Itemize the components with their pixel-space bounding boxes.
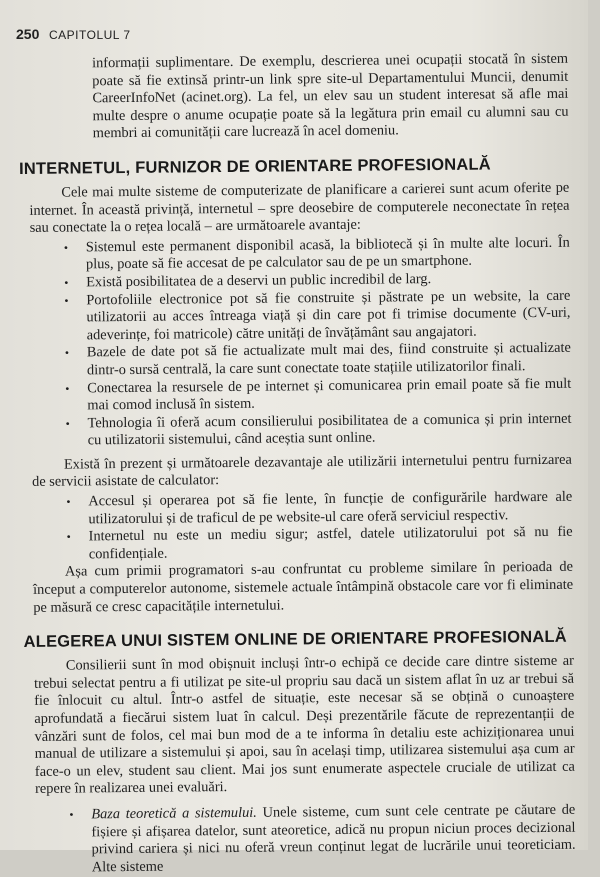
section1-paragraph-3: Așa cum primii programatori s-au confruntat cu probleme similare în perioada de început a computerelor autonome, sistemele actuale întâmpină obstacole care vor fi eliminate pe măsură ce cresc capacitățile internetului.	[33, 559, 574, 616]
section2-paragraph-1: Consilierii sunt în mod obișnuit incluși într-o echipă ce decide care dintre sisteme ar trebui selectat pentru a fi utilizat pe site-ul propriu sau dacă un sistem aflat în uz ar trebui să fie înlocuit cu altul. Într-o astfel de situație, este necesar să se obțină o cunoaștere aprofundată a fiecărui sistem luat în calcul. Deși prezentările făcute de reprezentanții de vânzări sunt de folos, cel mai bun mod de a te informa în detaliu este achiziționarea unui manual de utilizare a sistemului și apoi, sau în același timp, utilizarea sistemului așa cum ar face-o un elev, student sau client. Mai jos sunt enumerate aspectele cruciale de utilizat ca repere în realizarea unei evaluări.	[33, 652, 575, 798]
disadvantages-list	[24, 489, 573, 565]
criterion-title: Baza teoretică a sistemului.	[91, 804, 257, 823]
bullet-icon: •	[66, 494, 71, 509]
section1-paragraph-2: Există în prezent și următoarele dezavantaje ale utilizării internetului pentru furnizarea de servicii asistate de calculator:	[32, 451, 572, 491]
bullet-icon: •	[64, 293, 69, 308]
running-header	[16, 26, 131, 42]
page-content	[20, 51, 576, 877]
bullet-icon: •	[65, 381, 70, 396]
section-heading-internet: INTERNETUL, FURNIZOR DE ORIENTARE PROFESIONALĂ	[18, 155, 491, 178]
list-item: • Sistemul este permanent disponibil acasă, la bibliotecă și în multe alte locuri. În plus, poate să fie accesat de pe calculator sau de pe un smartphone.	[63, 234, 570, 273]
bullet-icon: •	[64, 275, 69, 290]
list-item: • Internetul nu este un mediu sigur; astfel, datele utilizatorului pot să nu fie confidențiale.	[66, 523, 573, 563]
list-item: • Tehnologia îi oferă acum consilierului posibilitatea de a comunica și prin internet cu utilizatorii sistemului, când aceștia sunt online.	[65, 410, 572, 449]
intro-paragraph: informații suplimentare. De exemplu, descrierea unei ocupații stocată în sistem poate să fie extinsă printr-un link spre site-ul Departamentului Muncii, denumit CareerInfoNet (acinet.org). La fel, un elev sau un student interesat să afle mai multe despre o anume ocupație poate să la legătura prin email cu alumni sau cu membri ai comunității care lucrează în acel domeniu.	[91, 50, 569, 142]
list-item	[69, 801, 576, 877]
section-heading-online-system: ALEGEREA UNUI SISTEM ONLINE DE ORIENTARE PROFESIONALĂ	[23, 627, 567, 652]
section1-paragraph-1: Cele mai multe sisteme de computerizate de planificare a carierei sunt acum oferite pe internet. În această privință, internetul – spre deosebire de computerele neconectate în rețea sau conectate la o rețea locală – are următoarele avantaje:	[29, 179, 570, 237]
bullet-icon: •	[63, 240, 69, 255]
chapter-label: CAPITOLUL 7	[48, 28, 131, 42]
bullet-icon: •	[64, 345, 70, 360]
list-item: • Conectarea la resursele de pe internet și comunicarea prin email poate să fie mult mai comod inclusă în sistem.	[65, 375, 572, 414]
bullet-icon: •	[65, 416, 70, 431]
criteria-list	[27, 802, 576, 877]
criterion-text: Unele sisteme, cum sunt cele centrate pe căutare de fișiere și afișarea datelor, sunt ateoretice, adică nu propun niciun proces decizional privind cariera și nici nu oferă vreun conținut legat de lucrările unui teoreticiam. Alte sisteme	[91, 801, 576, 876]
bullet-icon: •	[69, 807, 74, 822]
list-item: • Portofoliile electronice pot să fie construite și păstrate pe un website, la care utilizatorii au acces întreaga viață și din care pot fi trimise documente (CV-uri, adeverințe, foi matricole) către unități de învățământ sau angajatori.	[64, 287, 571, 344]
list-item: • Accesul și operarea pot să fie lente, în funcție de configurările hardware ale utilizatorului și de traficul de pe website-ul care oferă serviciul respectiv.	[66, 488, 573, 528]
page-number: 250	[16, 26, 40, 42]
bullet-icon: •	[66, 529, 71, 544]
list-item: • Bazele de date pot să fie actualizate mult mai des, fiind construite și actualizate dintr-o sursă centrală, la care sunt conectate toate stațiile utilizatorilor finali.	[64, 340, 571, 379]
list-item: • Există posibilitatea de a deservi un public incredibil de larg.	[64, 271, 432, 291]
advantages-list	[22, 234, 572, 450]
